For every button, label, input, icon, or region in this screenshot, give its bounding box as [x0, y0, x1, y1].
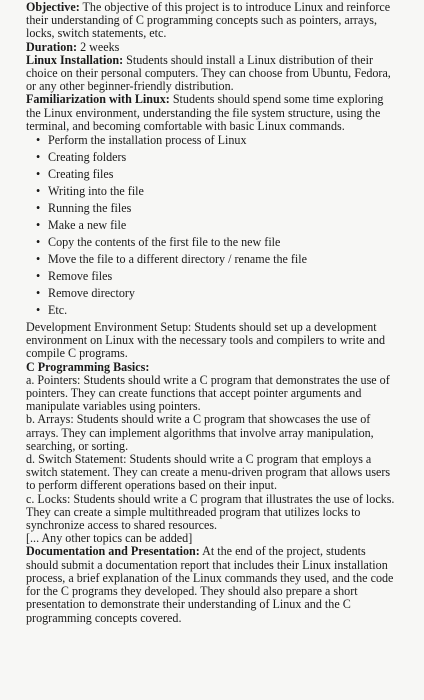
c-basics-heading: [26, 361, 396, 374]
objective-text: The objective of this project is to introduce Linux and reinforce their understanding of C programming concepts such as pointers, arrays, locks, switch statements, etc.: [26, 0, 391, 41]
list-item: [26, 202, 396, 215]
dev-env-paragraph: Development Environment Setup: Students should set up a development environment on Linux with the necessary tools and compilers to write and compile C programs.: [26, 320, 386, 361]
duration-text: 2 weeks: [77, 39, 120, 54]
familiarization-paragraph: [26, 93, 396, 133]
bullet-icon: •: [36, 167, 41, 182]
list-item-text: Running the files: [48, 201, 132, 216]
bullet-icon: •: [36, 184, 41, 199]
installation-label: Linux Installation:: [26, 52, 124, 67]
bullet-icon: •: [36, 269, 41, 284]
c-basics-switch: d. Switch Statement: Students should write a C program that employs a switch statement. They can create a menu-driven program that allows users to perform different operations based on their input.: [26, 452, 391, 493]
list-item: [26, 287, 396, 300]
documentation-text: At the end of the project, students should submit a documentation report that includes their Linux installation process, a brief explanation of the Linux commands they used, and the code for the C programs they developed. They should also prepare a short presentation to demonstrate their understanding of Linux and the C programming concepts covered.: [26, 544, 394, 625]
bullet-icon: •: [36, 303, 41, 318]
list-item: [26, 185, 396, 198]
list-item: [26, 151, 396, 164]
installation-text: Students should install a Linux distribution of their choice on their personal computers. They can choose from Ubuntu, Fedora, or any other beginner-friendly distribution.: [26, 52, 391, 94]
bullet-icon: •: [36, 150, 41, 165]
bullet-icon: •: [36, 286, 41, 301]
linux-task-list: [26, 134, 396, 317]
list-item-text: Make a new file: [48, 218, 127, 233]
installation-paragraph: [26, 54, 396, 94]
familiarization-text: Students should spend some time exploring the Linux environment, understanding the file system structure, using the terminal, and becoming comfortable with basic Linux commands.: [26, 92, 384, 133]
list-item-text: Etc.: [48, 303, 68, 318]
bullet-icon: •: [36, 218, 41, 233]
familiarization-label: Familiarization with Linux:: [26, 92, 170, 107]
list-item-text: Creating folders: [48, 150, 127, 165]
c-basics-arrays: b. Arrays: Students should write a C program that showcases the use of arrays. They can implement algorithms that involve array manipulation, searching, or sorting.: [26, 412, 374, 453]
documentation-paragraph: [26, 545, 396, 624]
list-item-text: Remove files: [48, 269, 113, 284]
objective-label: Objective:: [26, 0, 80, 14]
c-basics-pointers: a. Pointers: Students should write a C program that demonstrates the use of pointers. They can create functions that accept pointer arguments and manipulate variables using pointers.: [26, 372, 390, 414]
list-item: [26, 236, 396, 249]
list-item: [26, 304, 396, 317]
list-item-text: Creating files: [48, 167, 114, 182]
documentation-label: Documentation and Presentation:: [26, 544, 200, 559]
list-item-text: Move the file to a different directory / rename the file: [48, 252, 308, 267]
duration-label: Duration:: [26, 39, 78, 54]
list-item-text: Copy the contents of the first file to the new file: [48, 235, 281, 250]
bullet-icon: •: [36, 235, 41, 250]
list-item: [26, 168, 396, 181]
list-item-text: Perform the installation process of Linux: [48, 133, 247, 148]
list-item: [26, 219, 396, 232]
bullet-icon: •: [36, 252, 41, 267]
c-basics-locks: c. Locks: Students should write a C program that illustrates the use of locks. They can create a simple multithreaded program that utilizes locks to synchronize access to shared resources.: [26, 491, 395, 533]
c-basics-heading-text: C Programming Basics:: [26, 359, 150, 374]
bullet-icon: •: [36, 133, 41, 148]
list-item: [26, 253, 396, 266]
list-item-text: Remove directory: [48, 286, 135, 301]
bullet-icon: •: [36, 201, 41, 216]
list-item: [26, 134, 396, 147]
list-item-text: Writing into the file: [48, 184, 144, 199]
c-basics-other: [... Any other topics can be added]: [26, 531, 193, 546]
objective-paragraph: [26, 1, 396, 41]
list-item: [26, 270, 396, 283]
